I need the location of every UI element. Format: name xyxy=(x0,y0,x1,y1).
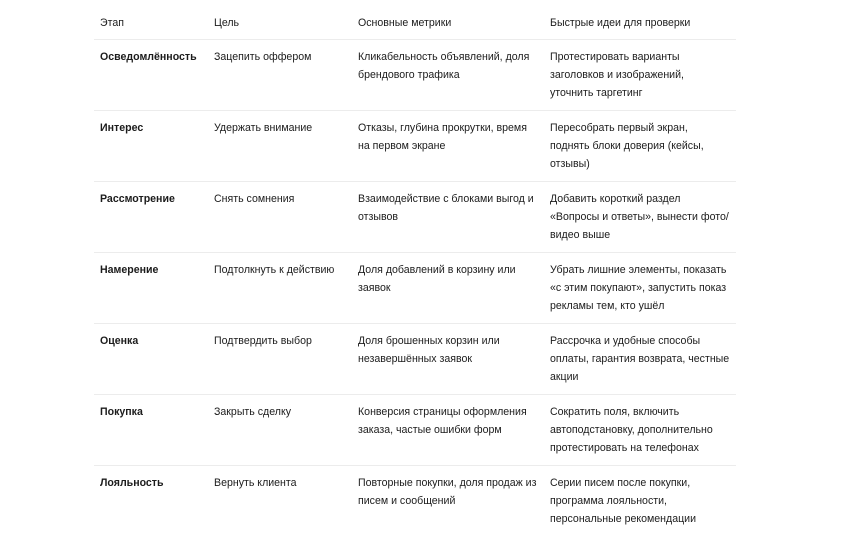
metrics-cell: Конверсия страницы оформления заказа, частые ошибки форм xyxy=(352,395,544,466)
metrics-cell: Кликабельность объявлений, доля брендового трафика xyxy=(352,40,544,111)
table-row xyxy=(94,40,736,111)
table-row xyxy=(94,395,736,466)
goal-cell: Закрыть сделку xyxy=(208,395,352,466)
metrics-cell: Взаимодействие с блоками выгод и отзывов xyxy=(352,182,544,253)
table-row xyxy=(94,182,736,253)
stage-cell: Намерение xyxy=(94,253,208,324)
ideas-cell: Протестировать варианты заголовков и изображений, уточнить таргетинг xyxy=(544,40,736,111)
goal-cell: Подтолкнуть к действию xyxy=(208,253,352,324)
table-row xyxy=(94,324,736,395)
metrics-cell: Повторные покупки, доля продаж из писем и сообщений xyxy=(352,466,544,536)
stage-cell: Покупка xyxy=(94,395,208,466)
table-body xyxy=(94,40,736,536)
ideas-cell: Рассрочка и удобные способы оплаты, гарантия возврата, честные акции xyxy=(544,324,736,395)
metrics-cell: Доля брошенных корзин или незавершённых заявок xyxy=(352,324,544,395)
funnel-table-container xyxy=(94,6,736,536)
metrics-cell: Доля добавлений в корзину или заявок xyxy=(352,253,544,324)
header-ideas: Быстрые идеи для проверки xyxy=(544,6,736,40)
stage-cell: Оценка xyxy=(94,324,208,395)
table-row xyxy=(94,466,736,536)
goal-cell: Удержать внимание xyxy=(208,111,352,182)
stage-cell: Лояльность xyxy=(94,466,208,536)
header-goal: Цель xyxy=(208,6,352,40)
table-row xyxy=(94,253,736,324)
goal-cell: Подтвердить выбор xyxy=(208,324,352,395)
header-row xyxy=(94,6,736,40)
metrics-cell: Отказы, глубина прокрутки, время на первом экране xyxy=(352,111,544,182)
header-metrics: Основные метрики xyxy=(352,6,544,40)
header-stage: Этап xyxy=(94,6,208,40)
stage-cell: Рассмотрение xyxy=(94,182,208,253)
funnel-stages-table xyxy=(94,6,736,536)
stage-cell: Осведомлённость xyxy=(94,40,208,111)
ideas-cell: Сократить поля, включить автоподстановку, дополнительно протестировать на телефонах xyxy=(544,395,736,466)
goal-cell: Снять сомнения xyxy=(208,182,352,253)
stage-cell: Интерес xyxy=(94,111,208,182)
goal-cell: Вернуть клиента xyxy=(208,466,352,536)
goal-cell: Зацепить оффером xyxy=(208,40,352,111)
ideas-cell: Серии писем после покупки, программа лояльности, персональные рекомендации xyxy=(544,466,736,536)
ideas-cell: Добавить короткий раздел «Вопросы и ответы», вынести фото/видео выше xyxy=(544,182,736,253)
ideas-cell: Пересобрать первый экран, поднять блоки доверия (кейсы, отзывы) xyxy=(544,111,736,182)
table-header xyxy=(94,6,736,40)
table-row xyxy=(94,111,736,182)
ideas-cell: Убрать лишние элементы, показать «с этим покупают», запустить показ рекламы тем, кто ушёл xyxy=(544,253,736,324)
